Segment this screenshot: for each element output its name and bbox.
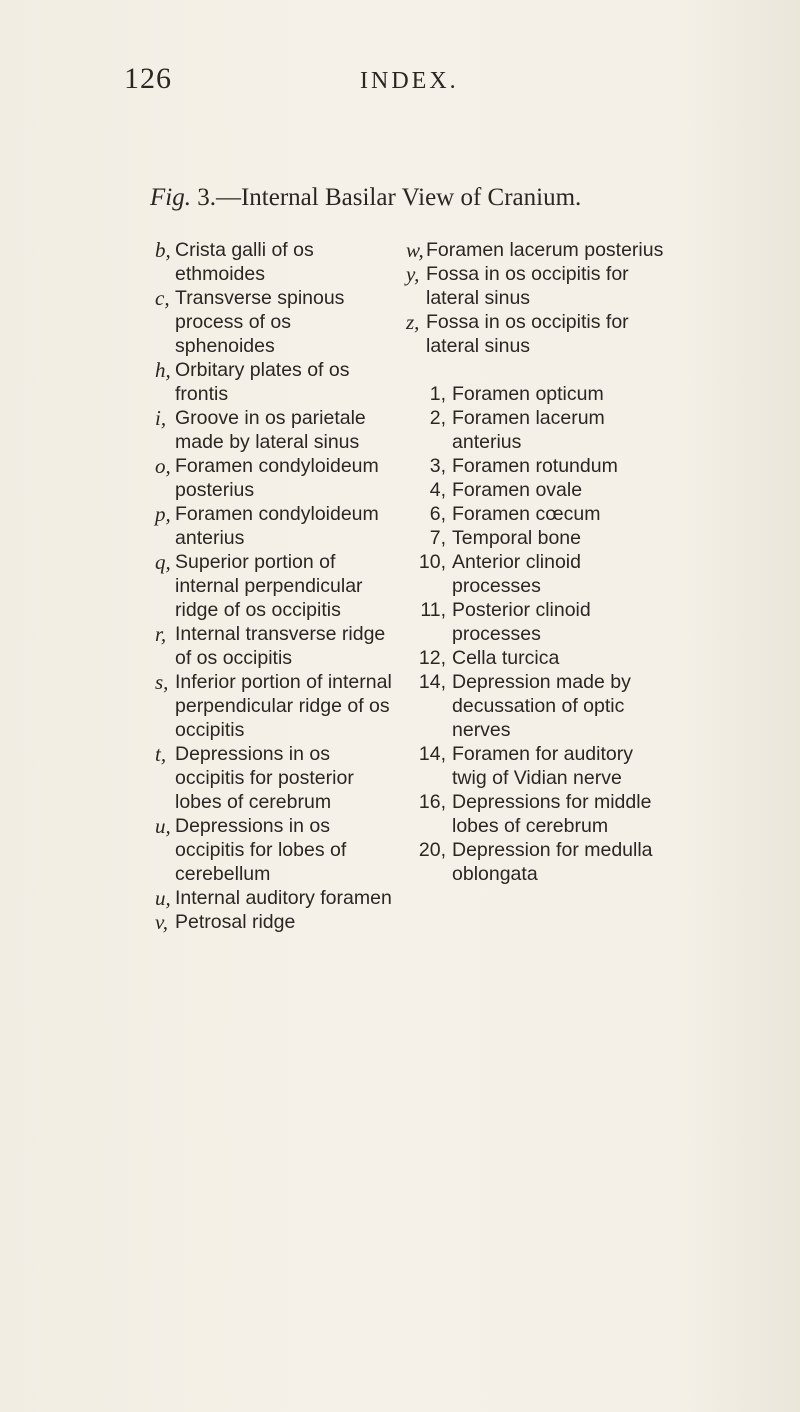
index-entry [155,286,395,358]
page-number: 126 [124,62,172,95]
entry-text: Foramen condyloideum anterius [175,503,379,549]
index-entry [155,670,395,742]
index-entry [406,838,666,886]
index-entry [155,910,395,934]
entry-key: s, [155,670,169,694]
entry-text: Foramen for auditory twig of Vidian nerve [452,743,633,789]
index-entry [155,550,395,622]
entry-text: Superior portion of internal perpendicular ridge of os occipitis [175,551,363,621]
index-entry [155,454,395,502]
entry-text: Foramen lacerum posterius [426,239,664,261]
entry-key: 16, [418,791,446,813]
entry-key: u, [155,886,171,910]
index-entry [406,598,666,646]
entry-text: Internal auditory foramen [175,887,392,909]
entry-key: o, [155,454,171,478]
entry-key: b, [155,238,171,262]
entry-text: Foramen opticum [452,383,604,405]
entry-text: Foramen rotundum [452,455,618,477]
index-entry [406,646,666,670]
section-spacer [406,358,666,382]
entry-text: Anterior clinoid processes [452,551,581,597]
entry-key: 2, [429,407,446,429]
index-entry [406,238,666,262]
entry-key: 14, [418,671,446,693]
entry-text: Foramen condyloideum posterius [175,455,379,501]
figure-title [150,184,581,212]
entry-text: Foramen cœcum [452,503,601,525]
entry-key: 6, [429,503,446,525]
entry-text: Fossa in os occipitis for lateral sinus [426,263,629,309]
entry-key: t, [155,742,167,766]
entry-key: v, [155,910,169,934]
index-entry [155,406,395,454]
figure-title-text: 3.—Internal Basilar View of Cranium. [190,184,582,211]
index-entry [406,502,666,526]
index-entry [155,238,395,286]
page-header [0,62,800,102]
entry-text: Crista galli of os ethmoides [175,239,314,285]
index-entry [155,502,395,550]
running-head: INDEX. [360,68,459,94]
entry-key: z, [406,310,420,334]
entry-text: Foramen lacerum anterius [452,407,605,453]
index-entry [155,622,395,670]
entry-key: u, [155,814,171,838]
entry-key: 11, [420,599,446,621]
entry-text: Depression for medulla oblongata [452,839,653,885]
entry-key: q, [155,550,171,574]
index-entry [406,550,666,598]
entry-text: Depressions for middle lobes of cerebrum [452,791,652,837]
index-entry [406,310,666,358]
entry-text: Cella turcica [452,647,560,669]
entry-text: Orbitary plates of os frontis [175,359,350,405]
entry-text: Inferior portion of internal perpendicular ridge of os occipitis [175,671,392,741]
entry-key: 1, [429,383,446,405]
entry-key: w, [406,238,424,262]
index-entry [406,478,666,502]
entry-key: 3, [429,455,446,477]
index-entry [406,262,666,310]
entry-text: Internal transverse ridge of os occipitis [175,623,386,669]
entry-text: Fossa in os occipitis for lateral sinus [426,311,629,357]
index-entry [155,886,395,910]
index-entry [406,406,666,454]
index-entry [406,454,666,478]
index-entry [406,382,666,406]
entry-text: Depression made by decussation of optic nerves [452,671,631,741]
index-entry [155,814,395,886]
entry-text: Temporal bone [452,527,581,549]
entry-key: 14, [418,743,446,765]
entry-key: 7, [429,527,446,549]
entry-text: Foramen ovale [452,479,583,501]
entry-text: Transverse spinous process of os sphenoides [175,287,345,357]
entry-key: y, [406,262,420,286]
left-column [155,238,395,934]
index-entry [406,742,666,790]
entry-text: Groove in os parietale made by lateral sinus [175,407,366,453]
entry-text: Petrosal ridge [175,911,296,933]
index-entry [155,742,395,814]
entry-key: p, [155,502,171,526]
entry-key: 20, [418,839,446,861]
index-entry [155,358,395,406]
entry-key: i, [155,406,167,430]
entry-key: 12, [418,647,446,669]
entry-text: Depressions in os occipitis for posterior lobes of cerebrum [175,743,354,813]
entry-text: Depressions in os occipitis for lobes of cerebellum [175,815,347,885]
index-entry [406,526,666,550]
entry-text: Posterior clinoid processes [452,599,591,645]
right-column [406,238,666,886]
index-entry [406,790,666,838]
entry-key: h, [155,358,171,382]
entry-key: 10, [418,551,446,573]
index-entry [406,670,666,742]
entry-key: 4, [429,479,446,501]
entry-key: r, [155,622,167,646]
entry-key: c, [155,286,170,310]
figure-label: Fig. [150,184,191,211]
